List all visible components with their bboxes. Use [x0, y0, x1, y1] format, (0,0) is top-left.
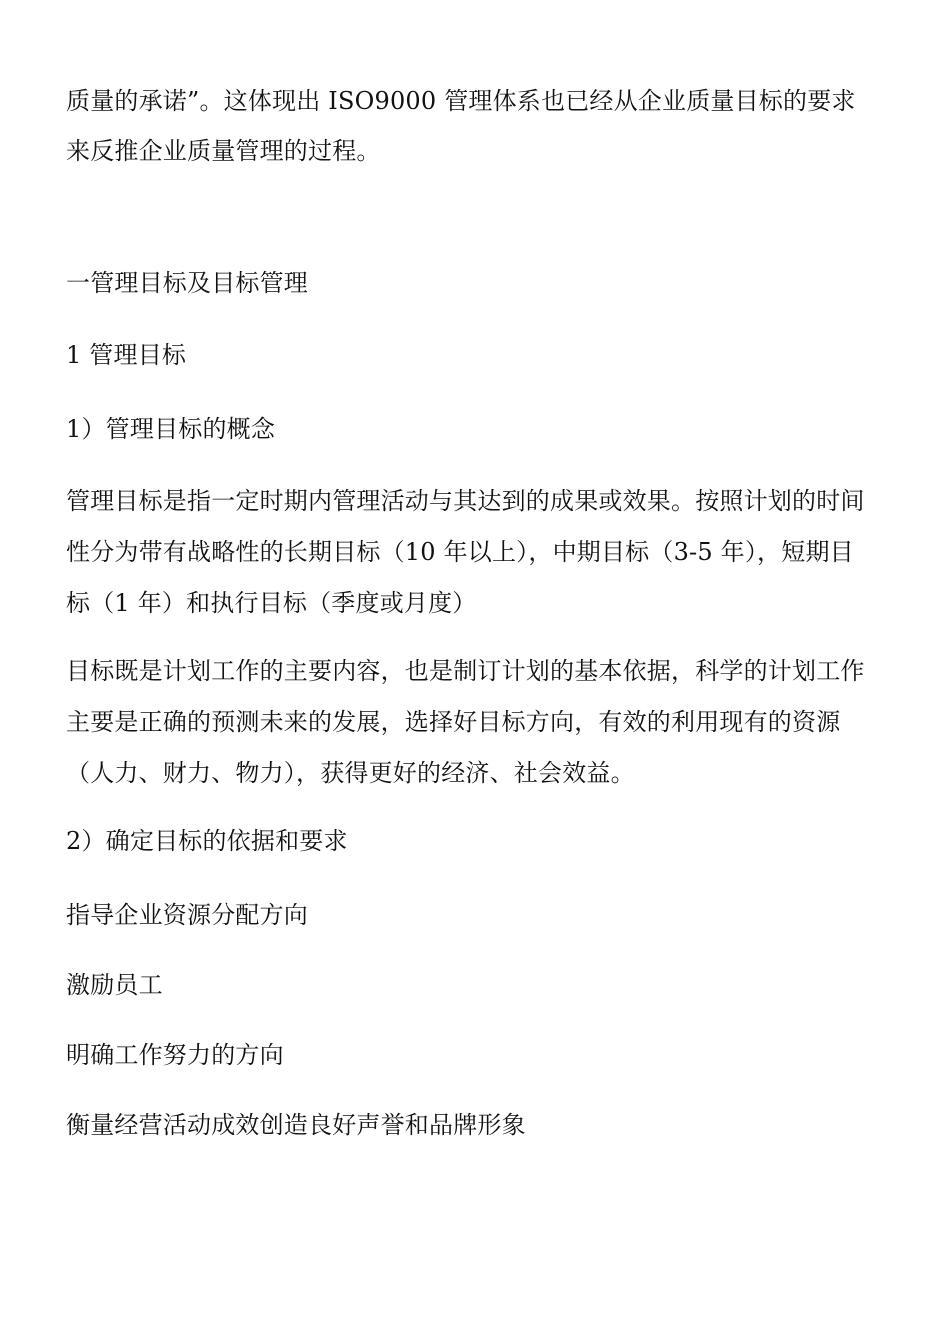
section-heading: 一管理目标及目标管理	[66, 269, 308, 297]
paragraph-1-line-2: 性分为带有战略性的长期目标（10 年以上），中期目标（3-5 年），短期目	[66, 538, 854, 566]
intro-line-1: 质量的承诺”。这体现出 ISO9000 管理体系也已经从企业质量目标的要求	[66, 87, 856, 115]
paragraph-1-line-3: 标（1 年）和执行目标（季度或月度）	[66, 589, 477, 617]
list-item: 明确工作努力的方向	[66, 1041, 284, 1069]
item-1-heading: 1）管理目标的概念	[66, 415, 276, 443]
paragraph-2-line-2: 主要是正确的预测未来的发展，选择好目标方向，有效的利用现有的资源	[66, 708, 841, 736]
paragraph-2-line-3: （人力、财力、物力），获得更好的经济、社会效益。	[66, 759, 635, 787]
list-item: 指导企业资源分配方向	[66, 901, 308, 929]
list-item: 激励员工	[66, 971, 163, 999]
intro-line-2: 来反推企业质量管理的过程。	[66, 137, 381, 165]
paragraph-2-line-1: 目标既是计划工作的主要内容，也是制订计划的基本依据，科学的计划工作	[66, 657, 865, 685]
item-2-heading: 2）确定目标的依据和要求	[66, 827, 348, 855]
paragraph-1-line-1: 管理目标是指一定时期内管理活动与其达到的成果或效果。按照计划的时间	[66, 487, 865, 515]
list-item: 衡量经营活动成效创造良好声誉和品牌形象	[66, 1111, 526, 1139]
subsection-heading: 1 管理目标	[66, 341, 187, 369]
